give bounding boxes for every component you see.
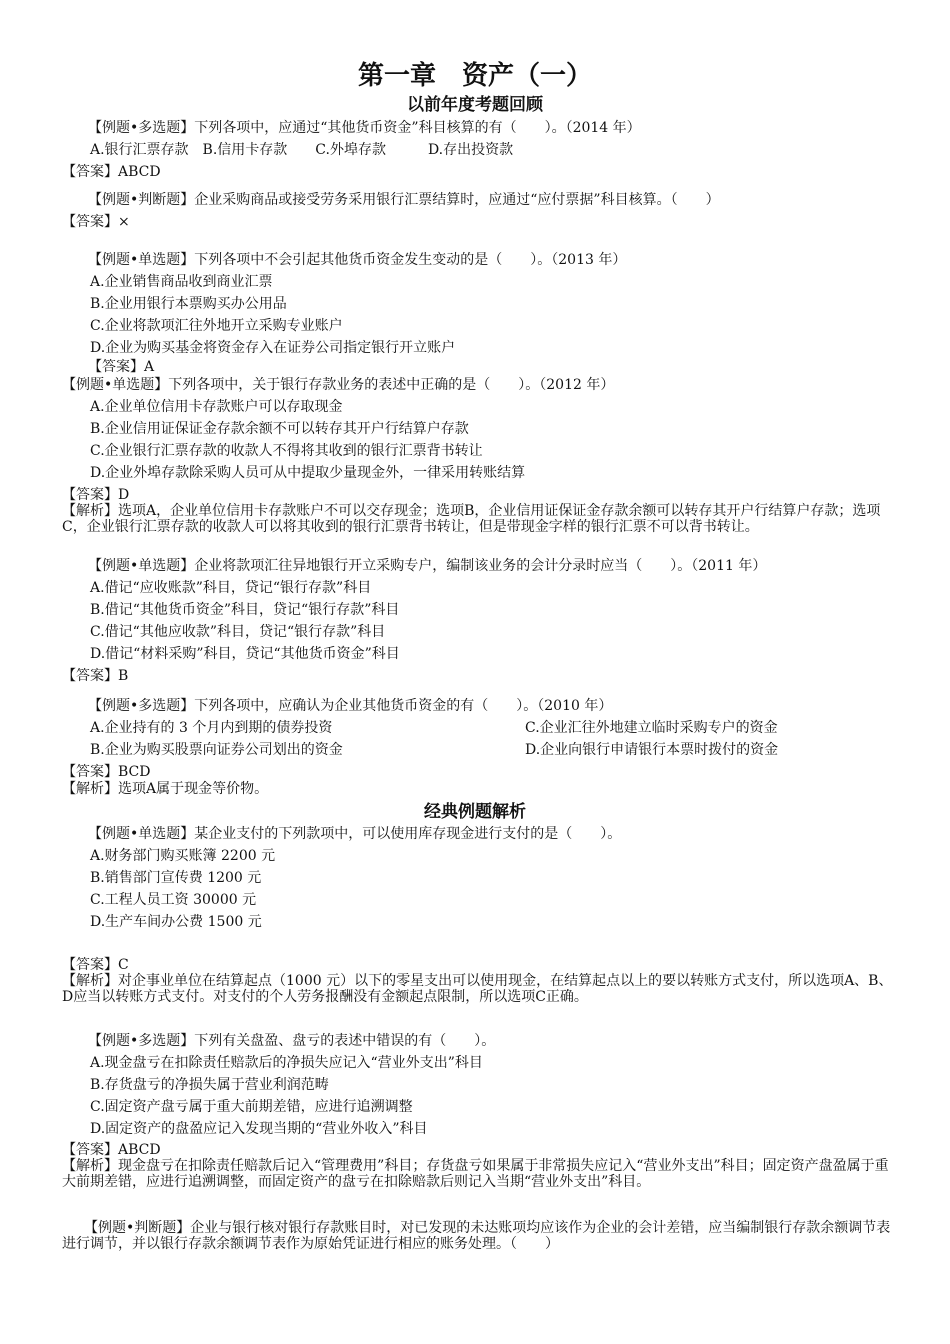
answer: 【答案】ABCD bbox=[62, 1142, 161, 1158]
analysis: 【解析】现金盘亏在扣除责任赔款后记入“管理费用”科目；存货盘亏如果属于非常损失应记入“营业外支出”科目；固定资产盘盈属于重大前期差错，应进行追溯调整，而固定资产的盘亏在扣除赔款后则记入当期“营业外支出”科目。 bbox=[62, 1158, 889, 1190]
option-a: A.企业单位信用卡存款账户可以存取现金 bbox=[90, 399, 343, 415]
option-c: C.企业汇往外地建立临时采购专户的资金 bbox=[525, 720, 778, 736]
answer: 【答案】BCD bbox=[62, 764, 151, 780]
option-d: D.企业外埠存款除采购人员可从中提取少量现金外，一律采用转账结算 bbox=[90, 465, 526, 481]
question-stem: 【例题•判断题】企业与银行核对银行存款账目时，对已发现的未达账项均应该作为企业的会计差错，应当编制银行存款余额调节表进行调节，并以银行存款余额调节表作为原始凭证进行相应的账务处理。（ ） bbox=[62, 1220, 891, 1252]
option-b: B.企业用银行本票购买办公用品 bbox=[90, 296, 287, 312]
option-d: D.企业向银行申请银行本票时拨付的资金 bbox=[525, 742, 779, 758]
option-b: B.企业为购买股票向证券公司划出的资金 bbox=[90, 742, 343, 758]
answer: 【答案】D bbox=[62, 487, 130, 503]
option-b: B.销售部门宣传费 1200 元 bbox=[90, 870, 262, 886]
option-c: C.工程人员工资 30000 元 bbox=[90, 892, 257, 908]
question-stem: 【例题•多选题】下列各项中，应确认为企业其他货币资金的有（ ）。（2010 年） bbox=[88, 698, 613, 714]
option-a: A.企业持有的 3 个月内到期的债券投资 bbox=[90, 720, 333, 736]
answer: 【答案】B bbox=[62, 668, 129, 684]
answer: 【答案】C bbox=[62, 957, 129, 973]
analysis: 【解析】选项A属于现金等价物。 bbox=[62, 781, 269, 797]
question-stem: 【例题•判断题】企业采购商品或接受劳务采用银行汇票结算时，应通过“应付票据”科目核算。（ ） bbox=[88, 192, 720, 208]
question-options: A.银行汇票存款 B.信用卡存款 C.外埠存款 D.存出投资款 bbox=[90, 142, 514, 158]
option-a: A.现金盘亏在扣除责任赔款后的净损失应记入“营业外支出”科目 bbox=[90, 1055, 483, 1071]
option-d: D.生产车间办公费 1500 元 bbox=[90, 914, 262, 930]
answer: 【答案】× bbox=[62, 214, 130, 230]
option-a: A.财务部门购买账簿 2200 元 bbox=[90, 848, 276, 864]
option-d: D.借记“材料采购”科目，贷记“其他货币资金”科目 bbox=[90, 646, 400, 662]
option-c: C.固定资产盘亏属于重大前期差错，应进行追溯调整 bbox=[90, 1099, 413, 1115]
option-a: A.借记“应收账款”科目，贷记“银行存款”科目 bbox=[90, 580, 372, 596]
option-c: C.企业银行汇票存款的收款人不得将其收到的银行汇票背书转让 bbox=[90, 443, 483, 459]
option-b: B.企业信用证保证金存款余额不可以转存其开户行结算户存款 bbox=[90, 421, 469, 437]
option-a: A.企业销售商品收到商业汇票 bbox=[90, 274, 273, 290]
section-heading-classic: 经典例题解析 bbox=[424, 802, 526, 822]
question-stem: 【例题•单选题】企业将款项汇往异地银行开立采购专户，编制该业务的会计分录时应当（ ）。（2011 年） bbox=[88, 558, 767, 574]
section-heading-past: 以前年度考题回顾 bbox=[407, 95, 543, 115]
answer: 【答案】A bbox=[88, 359, 155, 375]
analysis: 【解析】选项A，企业单位信用卡存款账户不可以交存现金；选项B，企业信用证保证金存款余额可以转存其开户行结算户存款；选项C，企业银行汇票存款的收款人可以将其收到的银行汇票背书转让，但是带现金字样的银行汇票不可以背书转让。 bbox=[62, 503, 881, 535]
option-b: B.存货盘亏的净损失属于营业利润范畴 bbox=[90, 1077, 329, 1093]
question-stem: 【例题•单选题】某企业支付的下列款项中，可以使用库存现金进行支付的是（ ）。 bbox=[88, 826, 622, 842]
question-stem: 【例题•多选题】下列各项中，应通过“其他货币资金”科目核算的有（ ）。（2014 年） bbox=[88, 120, 641, 136]
analysis: 【解析】对企事业单位在结算起点（1000 元）以下的零星支出可以使用现金，在结算起点以上的要以转账方式支付，所以选项A、B、D应当以转账方式支付。对支付的个人劳务报酬没有金额起点限制，所以选项C正确。 bbox=[62, 973, 893, 1005]
question-stem: 【例题•单选题】下列各项中不会引起其他货币资金发生变动的是（ ）。（2013 年） bbox=[88, 252, 627, 268]
question-stem: 【例题•单选题】下列各项中，关于银行存款业务的表述中正确的是（ ）。（2012 年） bbox=[62, 377, 615, 393]
option-b: B.借记“其他货币资金”科目，贷记“银行存款”科目 bbox=[90, 602, 400, 618]
option-c: C.企业将款项汇往外地开立采购专业账户 bbox=[90, 318, 343, 334]
option-c: C.借记“其他应收款”科目，贷记“银行存款”科目 bbox=[90, 624, 386, 640]
chapter-title: 第一章 资产（一） bbox=[357, 61, 592, 91]
option-d: D.企业为购买基金将资金存入在证券公司指定银行开立账户 bbox=[90, 340, 456, 356]
question-stem: 【例题•多选题】下列有关盘盈、盘亏的表述中错误的有（ ）。 bbox=[88, 1033, 496, 1049]
option-d: D.固定资产的盘盈应记入发现当期的“营业外收入”科目 bbox=[90, 1121, 428, 1137]
answer: 【答案】ABCD bbox=[62, 164, 161, 180]
